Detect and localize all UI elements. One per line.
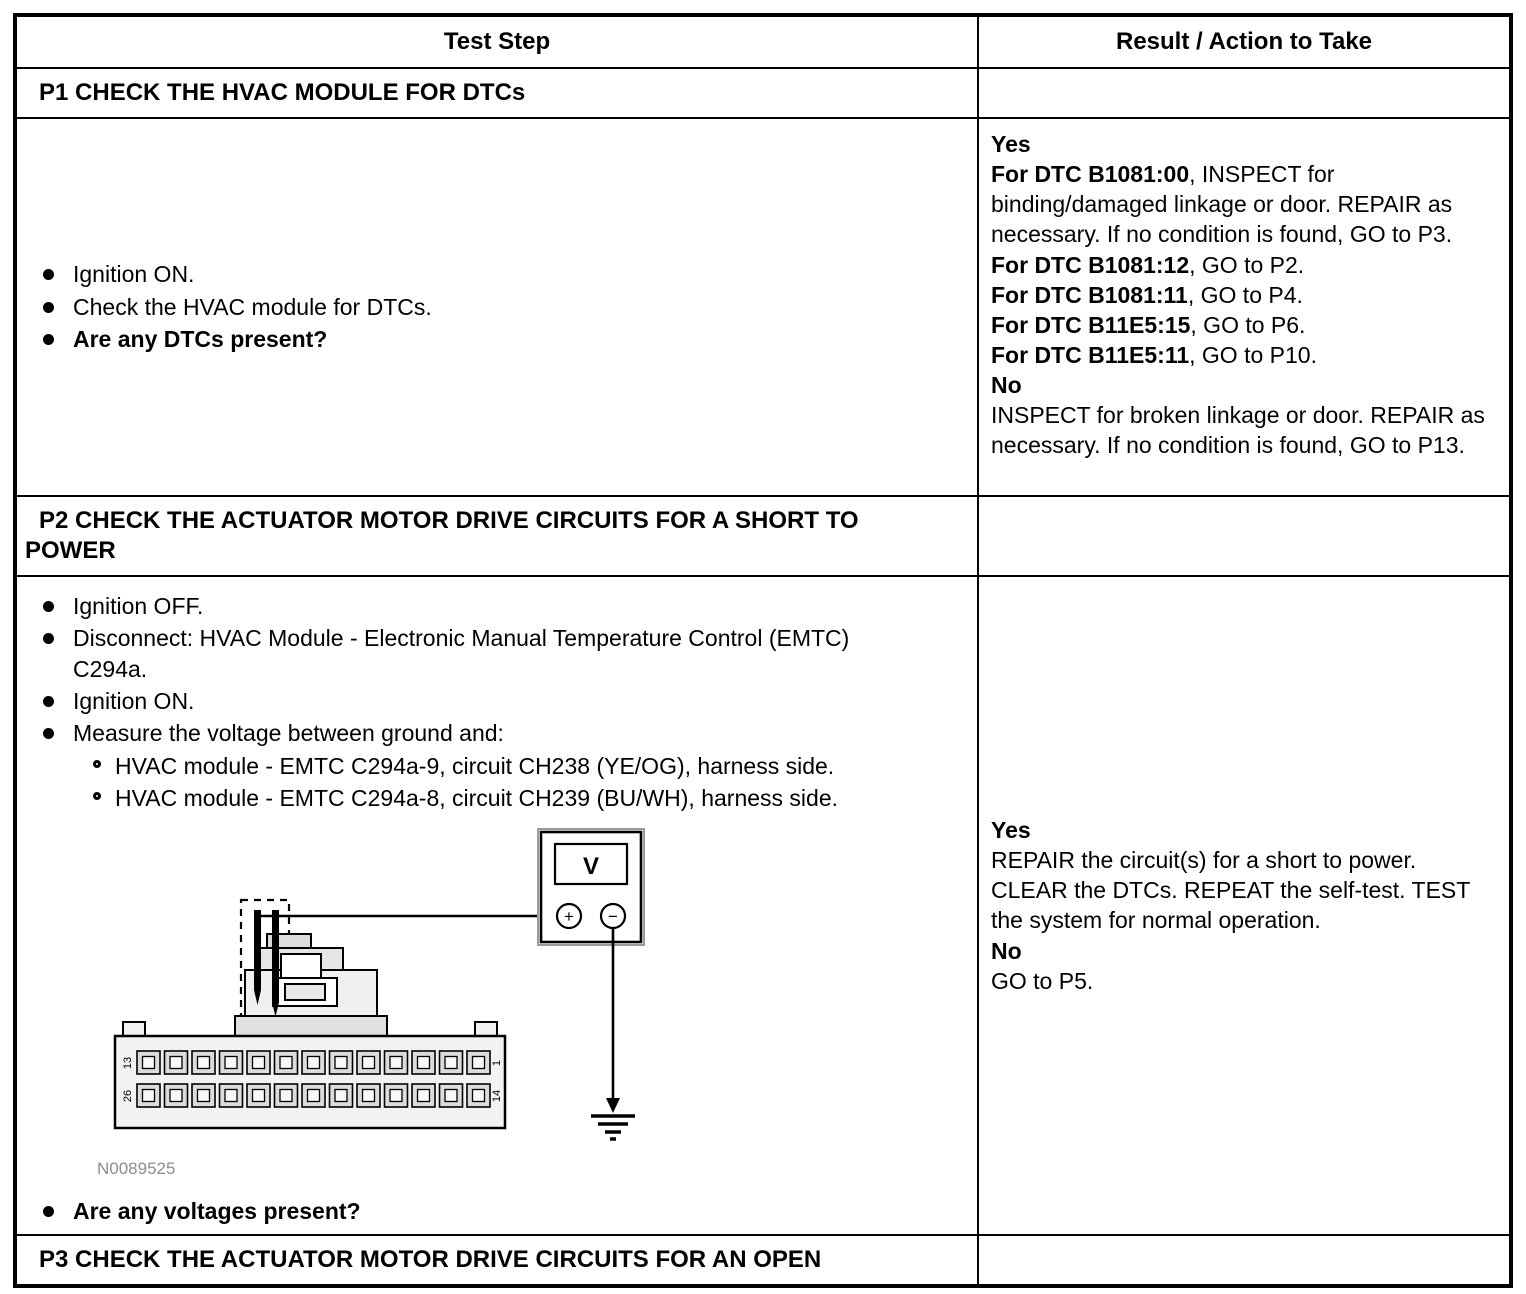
result-text: GO to P5. [991,967,1094,994]
empty-result-cell-p1-title [978,68,1511,118]
column-header-result-action: Result / Action to Take [978,15,1511,68]
step-question-text: Are any DTCs present? [73,326,328,353]
table-header-row [15,15,1511,68]
bullet-icon [43,334,54,345]
minus-terminal-label: − [608,906,618,926]
pin-number-label: 13 [122,1056,134,1069]
list-item [31,686,926,716]
result-paragraph [991,129,1497,159]
voltmeter-icon [538,829,644,945]
section-content-row-p2 [15,576,1511,1235]
result-paragraph [991,250,1497,280]
result-text: INSPECT for broken linkage or door. REPAIR as necessary. If no condition is found, GO to P13. [991,402,1485,459]
pin-number-label: 1 [491,1059,503,1066]
result-text: , GO to P10. [1189,341,1317,368]
result-text: , GO to P4. [1187,281,1303,308]
list-item [31,259,926,289]
result-paragraph [991,936,1497,966]
figure-label: N0089525 [97,1158,176,1178]
result-paragraph [991,370,1497,400]
step-question-text: Are any voltages present? [73,1197,361,1224]
section-title-row-p1 [15,68,1511,118]
result-bold: For DTC B11E5:11 [991,341,1190,368]
list-item [31,718,926,748]
list-item [31,623,926,684]
empty-result-cell-p2-title [978,496,1511,576]
result-text: , GO to P2. [1189,251,1305,278]
substep-text: HVAC module - EMTC C294a-9, circuit CH238 (YE/OG), harness side. [115,752,835,779]
section-title-cell-p2 [15,496,978,576]
section-content-row-p1 [15,118,1511,496]
result-cell-p1 [978,118,1511,496]
result-bold: For DTC B1081:00 [991,161,1190,188]
sub-bullet-icon [93,760,101,768]
section-title-p1: P1 CHECK THE HVAC MODULE FOR DTCs [39,79,526,106]
sub-bullet-icon [93,792,101,800]
result-paragraph [991,340,1497,370]
section-title-p3: P3 CHECK THE ACTUATOR MOTOR DRIVE CIRCUITS FOR AN OPEN [39,1245,822,1273]
result-paragraph [991,966,1497,996]
result-text: REPAIR the circuit(s) for a short to power. CLEAR the DTCs. REPEAT the self-test. TEST the system for normal operation. [991,847,1470,934]
bullet-icon [43,633,54,644]
empty-result-cell-p3-title [978,1235,1511,1286]
list-item [31,1196,926,1226]
connector-housing [115,1022,505,1128]
result-bold: For DTC B1081:11 [991,281,1188,308]
result-bold: For DTC B11E5:15 [991,311,1191,338]
bullet-icon [43,269,54,280]
result-paragraph [991,845,1497,935]
list-item [31,324,926,354]
list-item [31,591,926,621]
bullet-icon [43,601,54,612]
result-paragraph [991,400,1497,460]
ground-symbol [591,928,635,1139]
step-text: Ignition ON. [73,261,195,288]
result-bold: Yes [991,817,1031,844]
bullet-icon [43,302,54,313]
step-text: Measure the voltage between ground and: [73,720,504,747]
section-title-p2: P2 CHECK THE ACTUATOR MOTOR DRIVE CIRCUITS FOR A SHORT TO POWER [25,507,859,564]
result-bold: No [991,937,1022,964]
bullet-icon [43,1206,54,1217]
list-subitem [93,751,967,781]
section-title-cell-p3 [15,1235,978,1286]
plus-terminal-label: + [564,906,574,926]
wiring-diagram [89,824,967,1192]
result-text: , GO to P6. [1190,311,1306,338]
step-text: Check the HVAC module for DTCs. [73,293,432,320]
step-text: Disconnect: HVAC Module - Electronic Manual Temperature Control (EMTC) C294a. [73,625,850,682]
result-paragraph [991,310,1497,340]
test-step-cell-p2 [15,576,978,1235]
test-step-cell-p1 [15,118,978,496]
result-bold: Yes [991,131,1031,157]
pin-number-label: 26 [122,1089,134,1102]
connector-voltmeter-diagram [89,824,649,1186]
list-subitem [93,783,967,813]
section-title-row-p2 [15,496,1511,576]
result-paragraph [991,159,1497,249]
step-text: Ignition ON. [73,688,195,715]
bullet-icon [43,696,54,707]
result-paragraph [991,815,1497,845]
list-item [31,292,926,322]
result-cell-p2 [978,576,1511,1235]
step-text: Ignition OFF. [73,593,204,619]
result-paragraph [991,280,1497,310]
result-bold: For DTC B1081:12 [991,251,1190,278]
voltmeter-display-label: V [582,852,600,880]
bullet-icon [43,728,54,739]
result-text: , INSPECT for binding/damaged linkage or door. REPAIR as necessary. If no condition is found, GO to P3. [991,161,1453,248]
substep-text: HVAC module - EMTC C294a-8, circuit CH239 (BU/WH), harness side. [115,785,839,812]
pinpoint-test-table [13,13,1513,1288]
result-bold: No [991,372,1022,398]
pin-number-label: 14 [491,1089,503,1102]
section-title-row-p3 [15,1235,1511,1286]
section-title-cell-p1 [15,68,978,118]
column-header-test-step: Test Step [15,15,978,68]
